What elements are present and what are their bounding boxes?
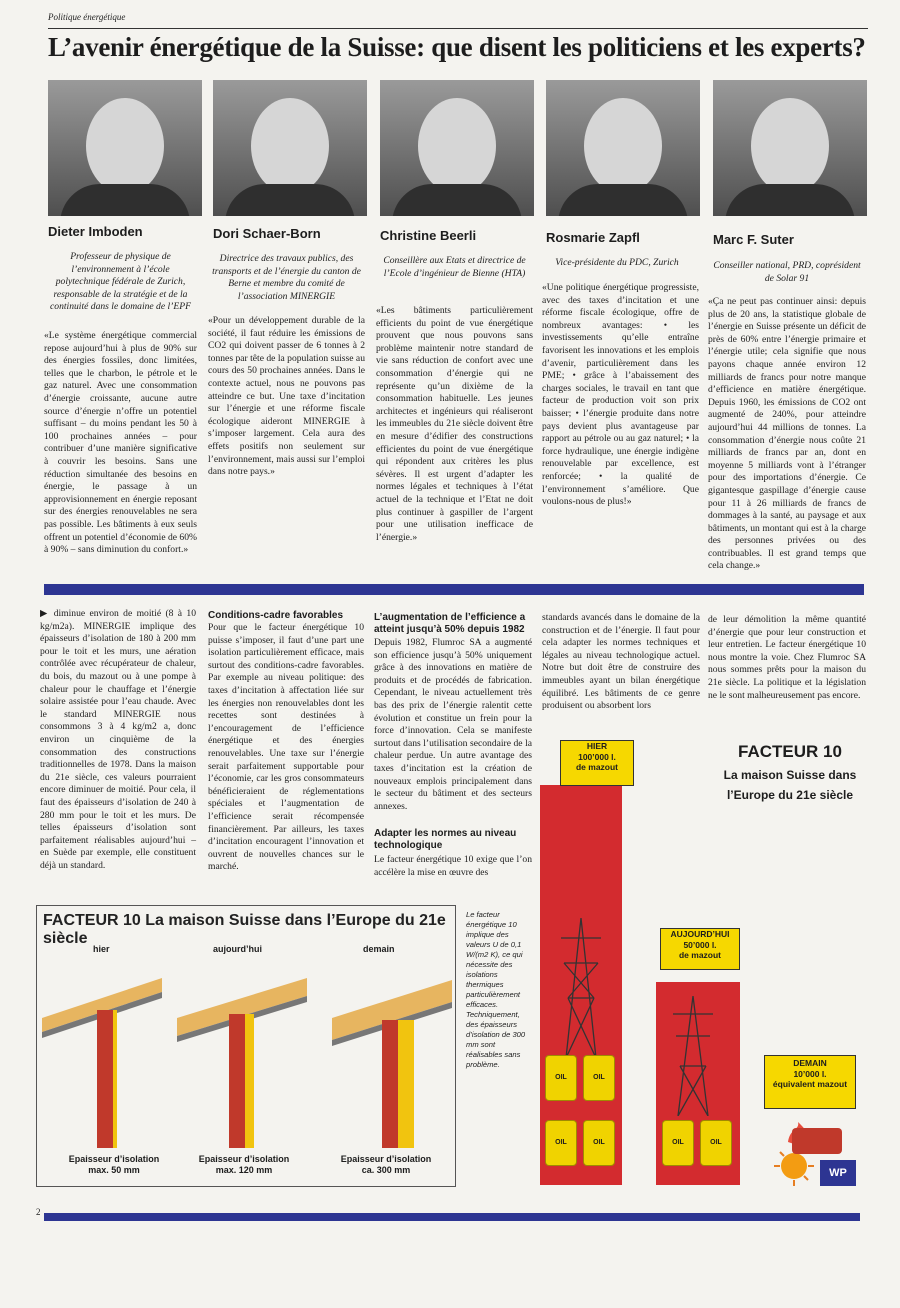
diagram-caption: Epaisseur d’isolation max. 120 mm — [198, 1154, 290, 1175]
pylon-icon — [668, 996, 718, 1116]
oil-barrel-icon: OIL — [545, 1120, 577, 1166]
person-name: Rosmarie Zapfl — [546, 230, 640, 245]
article-column-3: Depuis 1982, Flumroc SA a augmenté son efficience jusqu’à 50% uniquement grâce à des innovations en matière de produits et de procédés de fabrication. Cependant, le niveau actuellement très bas des prix de l’énergie ralentit cette évolution et constitue un frein pour la force d’innovation. Cela se manifeste surtout dans l’utilisation secondaire de la chaleur perdue. Un autre avantage des taxes d’incitation est la création de nouveaux emplois principalement dans le secteur du bâtiment et des secteurs annexes. — [374, 637, 532, 812]
insulation-cross-sections — [37, 958, 455, 1148]
section-kicker: Politique énergétique — [48, 12, 126, 22]
article-column-4: standards avancés dans le domaine de la construction et de l’énergie. Il faut pour cela adapter les normes techniques et légales au niveau technologique actuel. Notre but doit être de construire des immeubles ayant un bilan énergétique équilibré. Les bâtiments de ce genre produisent ou absorbent lors — [542, 612, 700, 712]
person-name: Dieter Imboden — [48, 224, 143, 239]
person-quote: «Ça ne peut pas continuer ainsi: depuis plus de 20 ans, la statistique globale de l’énergie en Suisse présente un déficit de près de 60% entre l’énergie primaire et l’énergie utile; cela signifie que nous payons chaque année environ 12 milliards de francs pour notre manque d’efficience en matière énergétique. Depuis 1960, les émissions de CO2 ont augmenté de 240%, pour atteindre aujourd’hui 44 millions de tonnes. La consommation d’énergie nous coûte 21 milliards de francs par an, dont en moyenne 5 milliards vont à l’étranger pour des importations d’énergie. Ce gigantesque gaspillage d’énergie cause pour 11 à 26 milliards de francs de dommages à la santé, au paysage et aux bâtiments, un montant qui est à la charge des personnes privées ou des contribuables. Il est grand temps que cela change.» — [708, 296, 866, 572]
footer-divider — [44, 1213, 860, 1221]
person-role: Vice-présidente du PDC, Zurich — [555, 257, 679, 268]
oil-barrel-icon: OIL — [583, 1055, 615, 1101]
article-column-3b: Le facteur énergétique 10 exige que l’on accélère la mise en œuvre des — [374, 854, 532, 878]
pylon-icon — [556, 918, 606, 1058]
header-rule — [48, 28, 868, 29]
section-divider — [44, 584, 864, 595]
article-heading: L’augmentation de l’efficience a atteint jusqu’à 50% depuis 1982 — [374, 612, 526, 635]
person-name: Christine Beerli — [380, 228, 477, 243]
person-role: Professeur de physique de l’environnement à l’école polytechnique fédérale de Zurich, responsable de la stratégie et de la continuité dans le domaine de l’EPF — [50, 251, 191, 312]
person-role: Conseillère aux Etats et directrice de l’Ecole d’ingénieur de Bienne (HTA) — [383, 255, 526, 279]
label-aujourdhui: AUJOURD’HUI 50’000 l. de mazout — [660, 928, 740, 970]
portrait-dieter-imboden — [48, 80, 202, 216]
label-demain: DEMAIN 10’000 l. équivalent mazout — [764, 1055, 856, 1109]
diagram-caption: Epaisseur d’isolation max. 50 mm — [68, 1154, 160, 1175]
label-hier: HIER 100’000 l. de mazout — [560, 740, 634, 786]
heat-pump-badge: WP — [820, 1160, 856, 1186]
portrait-rosmarie-zapfl — [546, 80, 700, 216]
article-column-1: ▶ diminue environ de moitié (8 à 10 kg/m2a). MINERGIE implique des épaisseurs d’isolation de 180 à 200 mm pour le toit et les murs, une aération contrôlée avec récupérateur de chaleur, du bois, du mazout ou à une pompe à chaleur pour le chauffage et l’énergie solaire assistée pour l’eau chaude. Avec le standard MINERGIE nous consommons 3 à 4 kg/m2 a, donc environ un cinquième de la consommation des constructions traditionnelles de 1978. Dans la maison du 21e siècle, ces valeurs pourraient encore diminuer de moitié. Pour cela, il faut des épaisseurs d’isolation de 240 à 280 mm pour le toit et les murs. De telles épaisseurs d’isolation sont parfaitement réalisables aujourd’hui – en Suède par exemple, elle constituent déjà un standard. — [40, 608, 196, 871]
oil-barrel-icon: OIL — [545, 1055, 577, 1101]
insulation-diagram — [36, 905, 456, 1187]
person-role: Conseiller national, PRD, coprésident de Solar 91 — [713, 260, 861, 284]
article-heading: Adapter les normes au niveau technologique — [374, 828, 517, 851]
infographic-title: FACTEUR 10 — [738, 742, 842, 761]
portrait-dori-schaer-born — [213, 80, 367, 216]
person-quote: «Les bâtiments particulièrement efficients du point de vue énergétique prouvent que nous pouvons sans problème maintenir notre standard de vie sans réduction de confort avec une consommation d’énergie qui ne représente qu’un dixième de la consommation habituelle. Les jeunes architectes et ingénieurs qui réaliseront les immeubles du 21e siècle doivent être en mesure d’édifier des constructions efficientes du point de vue énergétique qui répondent aux critères les plus sévères. Il est urgent d’adapter les normes légales et techniques à l’état actuel de la technique et l’Etat ne doit plus continuer à gaspiller de l’argent pour une utilisation inefficace de l’énergie.» — [376, 305, 533, 543]
diagram-column-label: hier — [93, 944, 110, 954]
person-name: Marc F. Suter — [713, 232, 794, 247]
article-column-5: de leur démolition la même quantité d’énergie que pour leur construction et leur entretien. Le facteur énergétique 10 nous montre la voie. Chez Flumroc SA nous sommes prêts pour la maison du 21e siècle. La politique et la législation ne le sont malheureusement pas encore. — [708, 614, 866, 701]
portrait-christine-beerli — [380, 80, 534, 216]
article-column-2: Pour que le facteur énergétique 10 puisse s’imposer, il faut d’une part une isolation particulièrement efficace, mais surtout des conditions-cadre favorables. Par exemple au niveau politique: des taxes d’incitation à affectation liée sur les énergies non renouvelables dont les recettes sont destinées à l’encouragement de l’efficience énergétique et des énergies renouvelables. Une taxe sur l’énergie serait parfaitement supportable pour l’économie, car les gros consommateurs bénéficieraient de réglementations spéciales et l’augmentation de l’efficience serait récompensée financièrement. Par ailleurs, les taxes d’incitation encouragent l’innovation et ouvrent de nouvelles chances sur le marché. — [208, 622, 364, 873]
oil-barrel-icon: OIL — [583, 1120, 615, 1166]
person-quote: «Une politique énergétique progressiste, avec des taxes d’incitation et une réforme fiscale écologique, offre de nombreux avantages: • les investissements qu’elle entraîne favorisent les innovations et les emplois d’avenir, particulièrement dans les PME; • grâce à l’abaissement des charges sociales, le travail en tant que facteur de production voit son prix baisser; • l’énergie produite dans notre pays devient plus avantageuse par rapport au pétrole ou au gaz naturel; • la force hydraulique, une énergie indigène renouvelable par excellence, est renforcée; • la qualité de l’environnement s’améliore. Que voulons-nous de plus!» — [542, 282, 699, 508]
diagram-title: FACTEUR 10 La maison Suisse dans l’Europe du 21e siècle — [43, 912, 446, 947]
diagram-column-label: aujourd’hui — [213, 944, 262, 954]
page-number: 2 — [36, 1207, 41, 1217]
diagram-caption: Epaisseur d’isolation ca. 300 mm — [340, 1154, 432, 1175]
diagram-note: Le facteur énergétique 10 implique des valeurs U de 0,1 W/(m2 K), ce qui nécessite des isolations thermiques particulièrement efficaces. Techniquement, des épaisseurs d’isolation de 300 mm sont réalisables sans problème. — [466, 910, 526, 1069]
infographic-subtitle: La maison Suisse dans — [723, 768, 857, 782]
person-role: Directrice des travaux publics, des transports et de l’énergie du canton de Berne et membre du comité de l’association MINERGIE — [212, 253, 361, 302]
infographic-subtitle: l’Europe du 21e siècle — [726, 788, 854, 802]
oil-barrel-icon: OIL — [700, 1120, 732, 1166]
page-headline: L’avenir énergétique de la Suisse: que disent les politiciens et les experts? — [48, 32, 866, 62]
oil-barrel-icon: OIL — [662, 1120, 694, 1166]
flame-icon — [792, 1128, 842, 1154]
person-quote: «Pour un développement durable de la société, il faut réduire les émissions de CO2 qui doivent passer de 6 tonnes à 2 tonnes par tête de la population suisse au cours des 50 prochaines années. Dans le contexte actuel, nous ne pouvons pas atteindre ce but. Une taxe d’incitation sur l’énergie et une réforme fiscale écologique aideront MINERGIE à s’imposer largement. Cela aura des effets positifs non seulement sur l’environnement, mais aussi sur l’emploi dans notre pays.» — [208, 315, 365, 478]
diagram-column-label: demain — [363, 944, 395, 954]
portrait-marc-suter — [713, 80, 867, 216]
person-name: Dori Schaer-Born — [213, 226, 321, 241]
person-quote: «Le système énergétique commercial repose aujourd’hui à plus de 90% sur des énergies fossiles, donc limitées, telles que le charbon, le pétrole et le gaz naturel. Avec une consommation d’énergie croissante, aucune autre source d’énergie n’offre un potentiel suffisant – du moins pendant les 50 à 100 prochaines années – pour contribuer d’une manière significative à couvrir les besoins. Sans une réduction simultanée des besoins en énergie, le passage à un approvisionnement en énergie reposant sur des énergies renouvelables ne sera pas possible. Les bâtiments à eux seuls offrent un potentiel d’économie de 60% à 90% – sans diminution du confort.» — [44, 330, 198, 556]
article-heading: Conditions-cadre favorables — [208, 610, 344, 621]
